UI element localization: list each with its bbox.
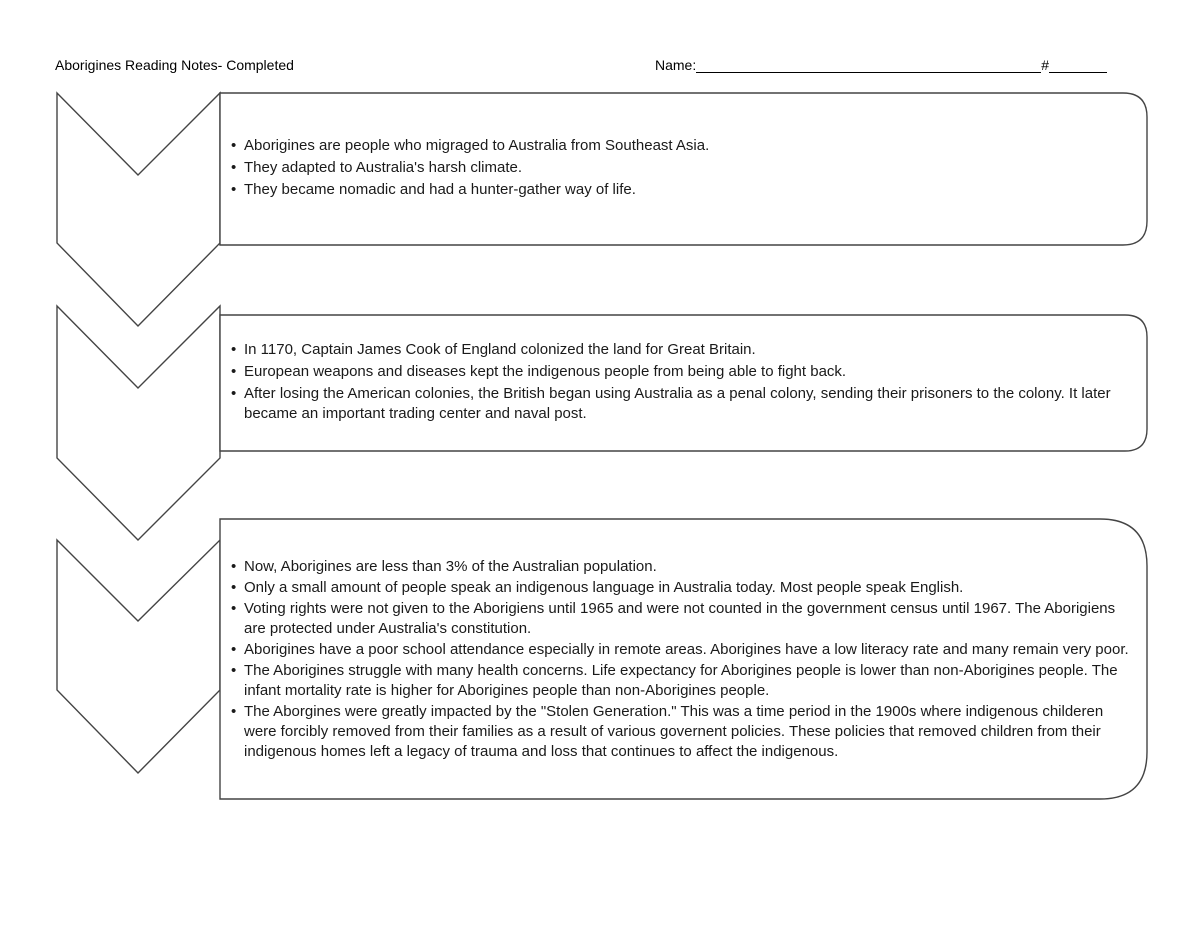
notes-list-3 [231, 557, 1134, 763]
notes-list-2 [231, 340, 1134, 426]
list-item: • Aborigines have a poor school attendance especially in remote areas. Aborigines have a low literacy rate and many remain very poor. [231, 640, 1134, 660]
list-item: • The Aborigines struggle with many health concerns. Life expectancy for Aborigines people is lower than non-Aborigines people. The infant mortality rate is higher for Aborigines people than non-Aborigines people. [231, 661, 1134, 701]
list-item: • Now, Aborigines are less than 3% of the Australian population. [231, 557, 1134, 577]
list-item: • In 1170, Captain James Cook of England colonized the land for Great Britain. [231, 340, 1134, 360]
chevron-arrow-2 [57, 306, 220, 540]
number-label: # [1041, 57, 1050, 73]
list-item: • Voting rights were not given to the Aborigiens until 1965 and were not counted in the government census until 1967. The Aborigiens are protected under Australia's constitution. [231, 599, 1134, 639]
chevron-arrow-3 [57, 540, 220, 773]
list-item: • Only a small amount of people speak an indigenous language in Australia today. Most people speak English. [231, 578, 1134, 598]
page-title: Aborigines Reading Notes- Completed [55, 57, 294, 73]
notes-box-1 [221, 95, 1146, 243]
list-item: • They became nomadic and had a hunter-gather way of life. [231, 180, 1134, 200]
notes-box-3 [221, 521, 1146, 798]
chevron-arrow-1 [57, 93, 220, 326]
name-label: Name: [655, 57, 697, 73]
notes-box-2 [221, 317, 1146, 449]
notes-list-1 [231, 136, 1134, 202]
list-item: • They adapted to Australia's harsh climate. [231, 158, 1134, 178]
list-item: • European weapons and diseases kept the indigenous people from being able to fight back. [231, 362, 1134, 382]
list-item: • The Aborgines were greatly impacted by the "Stolen Generation." This was a time period in the 1900s where indigenous childeren were forcibly removed from their families as a result of various governent policies. These policies that removed children from their indigenous homes left a legacy of trauma and loss that continues to affect the indigenous. [231, 702, 1134, 762]
list-item: • After losing the American colonies, the British began using Australia as a penal colony, sending their prisoners to the colony. It later became an important trading center and naval post. [231, 384, 1134, 424]
list-item: • Aborigines are people who migraged to Australia from Southeast Asia. [231, 136, 1134, 156]
